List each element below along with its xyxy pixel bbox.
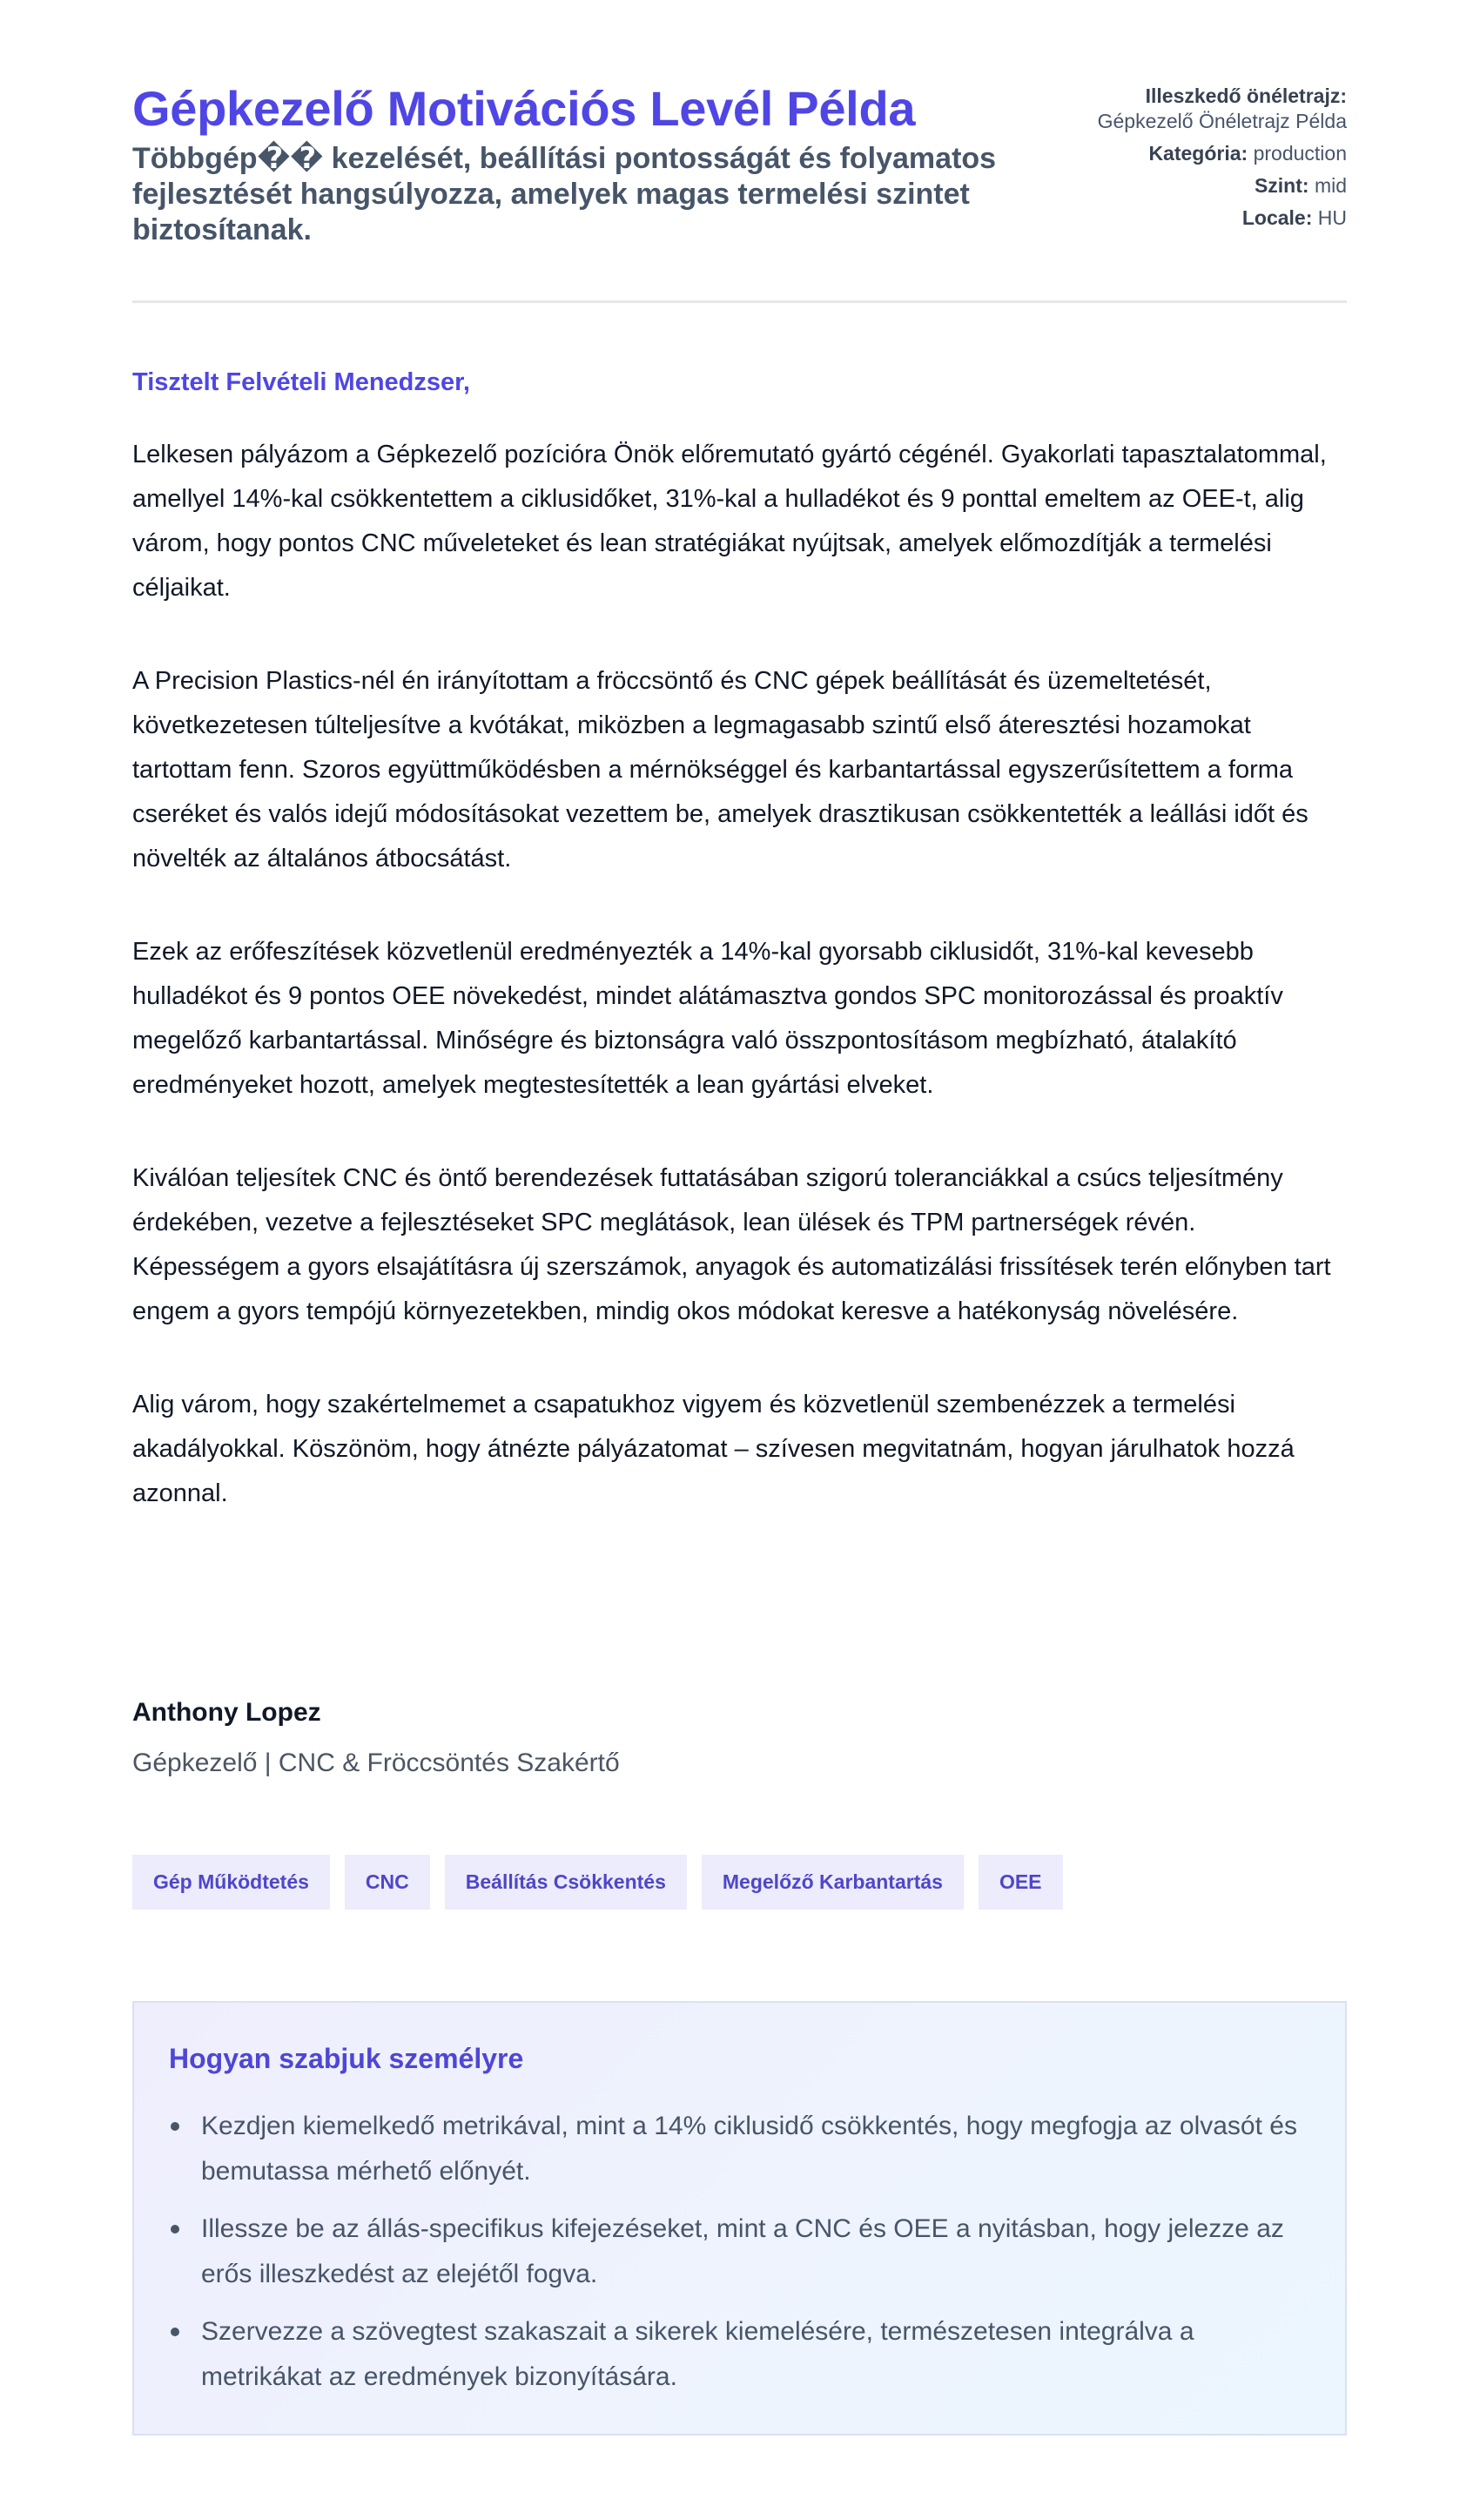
- page-subtitle: Többgép�� kezelését, beállítási pontosságát és folyamatos fejlesztését hangsúlyozza, amelyek magas termelési szintet biztosítanak.: [132, 142, 997, 246]
- signature-title: Gépkezelő | CNC & Fröccsöntés Szakértő: [132, 1749, 620, 1777]
- meta-matching-resume: [1086, 84, 1347, 134]
- meta-category-value: production: [1253, 142, 1347, 165]
- tips-list-item: [169, 2207, 1310, 2297]
- bullet-icon: [171, 2225, 179, 2234]
- meta-level-value: mid: [1314, 174, 1347, 197]
- meta-category: [1086, 141, 1347, 166]
- meta-locale-value: HU: [1317, 206, 1347, 229]
- tips-item-text: Illessze be az állás-specifikus kifejezéseket, mint a CNC és OEE a nyitásban, hogy jelezze az erős illeszkedést az elejétől fogva.: [201, 2214, 1284, 2288]
- signature-name: Anthony Lopez: [132, 1698, 321, 1727]
- letter-paragraph-intro: Lelkesen pályázom a Gépkezelő pozícióra Önök előremutató gyártó cégénél. Gyakorlati tapasztalatommal, amellyel 14%-kal csökkentettem a ciklusidőket, 31%-kal a hulladékot és 9 ponttal emeltem az OEE-t, alig várom, hogy pontos CNC műveleteket és lean stratégiákat nyújtsak, amelyek előmozdítják a termelési céljaikat.: [132, 441, 1327, 602]
- letter-body: [132, 433, 1347, 1516]
- letter-greeting: Tisztelt Felvételi Menedzser,: [132, 368, 470, 396]
- tips-item-text: Szervezze a szövegtest szakaszait a sikerek kiemelésére, természetesen integrálva a metrikákat az eredmények bizonyítására.: [201, 2317, 1194, 2391]
- tips-item-text: Kezdjen kiemelkedő metrikával, mint a 14% ciklusidő csökkentés, hogy megfogja az olvasót és bemutassa mérhető előnyét.: [201, 2112, 1297, 2186]
- skill-tag[interactable]: Beállítás Csökkentés: [445, 1855, 687, 1910]
- meta-level: [1086, 173, 1347, 199]
- skill-tag[interactable]: Megelőző Karbantartás: [702, 1855, 964, 1910]
- tips-title: Hogyan szabjuk személyre: [169, 2043, 524, 2074]
- meta-level-label: Szint:: [1254, 174, 1309, 197]
- meta-locale-label: Locale:: [1241, 206, 1313, 229]
- letter-paragraph-results: Ezek az erőfeszítések közvetlenül eredményezték a 14%-kal gyorsabb ciklusidőt, 31%-kal kevesebb hulladékot és 9 pontos OEE növekedést, mindet alátámasztva gondos SPC monitorozással és proaktív megelőző karbantartással. Minőségre és biztonságra való összpontosításom megbízható, átalakító eredményeket hozott, amelyek megtestesítették a lean gyártási elveket.: [132, 938, 1283, 1099]
- meta-matching-resume-value[interactable]: Gépkezelő Önéletrajz Példa: [1097, 110, 1347, 132]
- letter-paragraph-skills: Kiválóan teljesítek CNC és öntő berendezések futtatásában szigorú toleranciákkal a csúcs teljesítmény érdekében, vezetve a fejlesztéseket SPC meglátások, lean ülések és TPM partnerségek révén. Képességem a gyors elsajátításra új szerszámok, anyagok és automatizálási frissítések terén előnyben tart engem a gyors tempójú környezetekben, mindig okos módokat keresve a hatékonyság növelésére.: [132, 1164, 1331, 1325]
- meta-locale: [1086, 206, 1347, 231]
- skill-tag[interactable]: OEE: [979, 1855, 1063, 1910]
- customization-tips-box: [132, 2001, 1347, 2436]
- skill-tag[interactable]: CNC: [345, 1855, 430, 1910]
- skill-tag[interactable]: Gép Működtetés: [132, 1855, 330, 1910]
- page-title: Gépkezelő Motivációs Levél Példa: [132, 81, 916, 136]
- letter-signature: [132, 1695, 620, 1781]
- meta-category-label: Kategória:: [1148, 142, 1248, 165]
- bullet-icon: [171, 2122, 179, 2131]
- bullet-icon: [171, 2328, 179, 2336]
- meta-matching-resume-label: Illeszkedő önéletrajz:: [1145, 84, 1347, 107]
- cover-letter-page: [132, 0, 1347, 2391]
- tips-list-item: [169, 2309, 1310, 2400]
- letter-paragraph-experience: A Precision Plastics-nél én irányítottam a fröccsöntő és CNC gépek beállítását és üzemeltetését, következetesen túlteljesítve a kvótákat, miközben a legmagasabb szintű első áteresztési hozamokat tartottam fenn. Szoros együttműködésben a mérnökséggel és karbantartással egyszerűsítettem a forma cseréket és valós idejű módosításokat vezettem be, amelyek drasztikusan csökkentették a leállási időt és növelték az általános átbocsátást.: [132, 667, 1308, 873]
- tips-list-item: [169, 2104, 1310, 2194]
- metadata-panel: [1086, 84, 1347, 238]
- skill-tags: [132, 1855, 1063, 1910]
- tips-list: [169, 2104, 1310, 2400]
- page-header: [132, 0, 1347, 303]
- letter-paragraph-closing: Alig várom, hogy szakértelmemet a csapatukhoz vigyem és közvetlenül szembenézzek a termelési akadályokkal. Köszönöm, hogy átnézte pályázatomat – szívesen megvitatnám, hogyan járulhatok hozzá azonnal.: [132, 1391, 1295, 1507]
